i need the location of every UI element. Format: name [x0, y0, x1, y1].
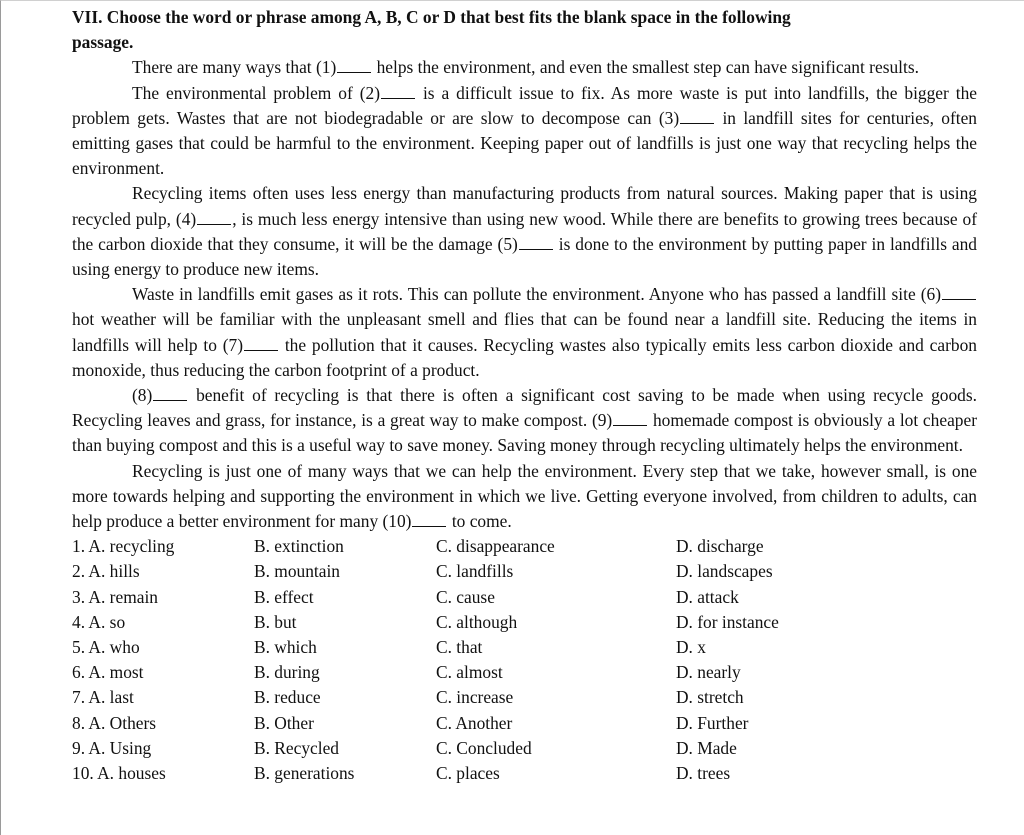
option-d: D. discharge	[676, 536, 764, 557]
paragraph-text: (8)	[132, 385, 153, 406]
option-d: D. Made	[676, 737, 737, 758]
option-a: 7. A. last	[72, 687, 134, 708]
paragraph-text: The environmental problem of (2)	[132, 82, 380, 103]
paragraph-text: is a difficult issue to fix. As more waste is put into landfills, the bigger the problem gets. Wastes that are not biodegradable or are slow to decompose can (3)	[72, 82, 977, 128]
option-d: D. stretch	[676, 687, 744, 708]
option-d: D. x	[676, 637, 706, 658]
option-c: C. almost	[436, 662, 503, 683]
paragraph-text: is done to the environment by putting paper in landfills and using energy to produce new items.	[72, 233, 977, 280]
option-row	[72, 711, 977, 736]
option-c: C. Concluded	[436, 737, 532, 758]
paragraph-text: Recycling is just one of many ways that we can help the environment. Every step that we take, however small, is one more towards helping and supporting the environment in which we live. Getting everyone involved, from children to adults, can help produce a better environment for many (10)	[72, 460, 977, 532]
option-b: B. which	[254, 637, 317, 658]
option-c: C. although	[436, 611, 518, 632]
option-d: D. attack	[676, 586, 739, 607]
option-b: B. during	[254, 662, 320, 683]
blank-1	[337, 58, 371, 73]
heading-line-1: VII. Choose the word or phrase among A, B, C or D that best fits the blank space in the following	[72, 7, 791, 27]
paragraph-text: There are many ways that (1)	[132, 57, 337, 78]
option-row	[72, 660, 977, 685]
option-row	[72, 585, 977, 610]
option-b: B. extinction	[254, 536, 344, 557]
option-b: B. Other	[254, 712, 314, 733]
option-b: B. generations	[254, 762, 355, 783]
option-a: 4. A. so	[72, 611, 126, 632]
option-row	[72, 610, 977, 635]
paragraph-text: homemade compost is obviously a lot cheaper than buying compost and this is a useful way to save money. Saving money through recycling ultimately helps the environment.	[72, 410, 977, 456]
paragraph-1	[72, 55, 977, 80]
blank-4	[197, 210, 231, 225]
option-row	[72, 534, 977, 559]
option-row	[72, 635, 977, 660]
exercise-heading	[72, 5, 977, 55]
paragraph-text: in landfill sites for centuries, often emitting gases that could be harmful to the environment. Keeping paper out of landfills is just one way that recycling helps the environment.	[72, 107, 977, 179]
option-b: B. reduce	[254, 687, 321, 708]
blank-5	[519, 235, 553, 250]
option-c: C. increase	[436, 687, 514, 708]
option-row	[72, 761, 977, 786]
paragraph-5	[72, 383, 977, 459]
option-c: C. that	[436, 637, 483, 658]
option-a: 5. A. who	[72, 637, 140, 658]
option-c: C. landfills	[436, 561, 514, 582]
exercise-content	[72, 5, 977, 786]
option-c: C. cause	[436, 586, 495, 607]
option-a: 3. A. remain	[72, 586, 158, 607]
option-c: C. disappearance	[436, 536, 555, 557]
option-d: D. for instance	[676, 611, 779, 632]
paragraph-text: helps the environment, and even the smallest step can have significant results.	[372, 57, 919, 78]
option-d: D. nearly	[676, 662, 741, 683]
paragraph-text: benefit of recycling is that there is often a significant cost saving to be made when using recycle goods. Recycling leaves and grass, for instance, is a great way to make compost. (9)	[72, 385, 977, 431]
blank-6	[942, 285, 976, 300]
paragraph-text: the pollution that it causes. Recycling wastes also typically emits less carbon dioxide and carbon monoxide, thus reducing the carbon footprint of a product.	[72, 334, 977, 380]
option-a: 1. A. recycling	[72, 536, 175, 557]
paragraph-text: to come.	[447, 511, 512, 532]
blank-7	[244, 336, 278, 351]
option-a: 10. A. houses	[72, 762, 166, 783]
paragraph-text: hot weather will be familiar with the unpleasant smell and flies that can be found near a landfill site. Reducing the items in landfills will help to (7)	[72, 309, 977, 355]
option-d: D. Further	[676, 712, 749, 733]
option-a: 8. A. Others	[72, 712, 157, 733]
paragraph-text: , is much less energy intensive than using new wood. While there are benefits to growing trees because of the carbon dioxide that they consume, it will be the damage (5)	[72, 208, 977, 254]
option-a: 2. A. hills	[72, 561, 140, 582]
option-c: C. Another	[436, 712, 513, 733]
paragraph-3	[72, 181, 977, 282]
option-row	[72, 559, 977, 584]
option-c: C. places	[436, 762, 500, 783]
paragraph-4	[72, 282, 977, 383]
heading-line-2: passage.	[72, 32, 134, 53]
paragraph-text: Waste in landfills emit gases as it rots. This can pollute the environment. Anyone who has passed a landfill site (6)	[132, 284, 941, 305]
option-b: B. effect	[254, 586, 314, 607]
option-row	[72, 685, 977, 710]
option-a: 9. A. Using	[72, 737, 152, 758]
paragraph-2	[72, 81, 977, 182]
option-d: D. trees	[676, 762, 731, 783]
option-a: 6. A. most	[72, 662, 144, 683]
blank-8	[153, 386, 187, 401]
option-b: B. mountain	[254, 561, 340, 582]
option-row	[72, 736, 977, 761]
blank-3	[680, 109, 714, 124]
option-b: B. but	[254, 611, 297, 632]
blank-2	[381, 84, 415, 99]
option-b: B. Recycled	[254, 737, 339, 758]
answer-options	[72, 534, 977, 786]
paragraph-6	[72, 459, 977, 535]
blank-10	[412, 512, 446, 527]
paragraph-text: Recycling items often uses less energy than manufacturing products from natural sources. Making paper that is using recycled pulp, (4)	[72, 183, 977, 229]
option-d: D. landscapes	[676, 561, 773, 582]
blank-9	[613, 411, 647, 426]
